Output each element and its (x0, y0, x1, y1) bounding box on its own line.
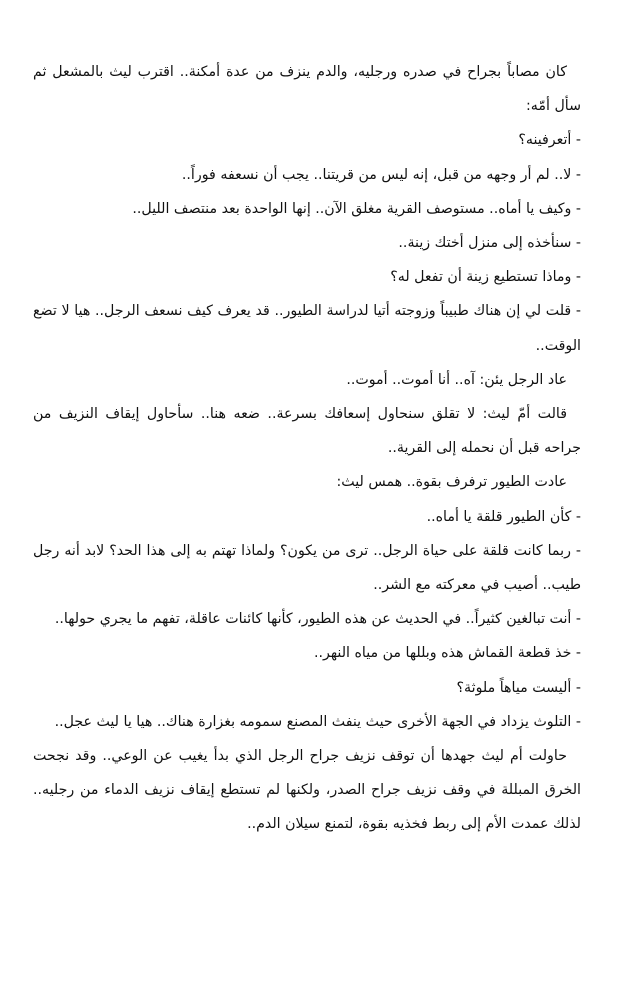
paragraph-narration: حاولت أم ليث جهدها أن توقف نزيف جراح الرجل الذي بدأ يغيب عن الوعي.. وقد نجحت الخرق المبللة في وقف نزيف جراح الصدر، ولكنها لم تستطع إيقاف نزيف الدماء من رجليه.. لذلك عمدت الأم إلى ربط فخذيه بقوة، لتمنع سيلان الدم.. (33, 748, 581, 833)
paragraph-dialog: - لا.. لم أر وجهه من قبل، إنه ليس من قريتنا.. يجب أن نسعفه فوراً.. (181, 166, 581, 183)
paragraph-narration: كان مصاباً بجراح في صدره ورجليه، والدم ينزف من عدة أمكنة.. اقترب ليث بالمشعل ثم سأل أمّه: (33, 64, 581, 115)
paragraph-dialog: - ربما كانت قلقة على حياة الرجل.. ترى من يكون؟ ولماذا تهتم به إلى هذا الحد؟ لابد أنه رجل طيب.. أصيب في معركته مع الشر.. (33, 542, 581, 594)
paragraph-narration: عادت الطيور ترفرف بقوة.. همس ليث: (336, 474, 567, 491)
paragraph-dialog: - سنأخذه إلى منزل أختك زينة.. (398, 235, 581, 252)
story-text (33, 55, 581, 842)
paragraph-dialog: - وماذا تستطيع زينة أن تفعل له؟ (390, 269, 581, 286)
paragraph-dialog: - خذ قطعة القماش هذه وبللها من مياه النهر.. (314, 645, 581, 662)
paragraph-narration: قالت أمّ ليث: لا تقلق سنحاول إسعافك بسرعة.. ضعه هنا.. سأحاول إيقاف النزيف من جراحه قبل أن نحمله إلى القرية.. (33, 406, 581, 457)
paragraph-narration: عاد الرجل يئن: آه.. أنا أموت.. أموت.. (346, 371, 567, 388)
paragraph-dialog: - أليست مياهاً ملوثة؟ (456, 679, 581, 696)
paragraph-dialog: - أنت تبالغين كثيراً.. في الحديث عن هذه الطيور، كأنها كائنات عاقلة، تفهم ما يجري حولها.. (54, 611, 581, 628)
paragraph-dialog: - التلوث يزداد في الجهة الأخرى حيث ينفث المصنع سمومه بغزارة هناك.. هيا يا ليث عجل.. (54, 713, 581, 730)
paragraph-dialog: - وكيف يا أماه.. مستوصف القرية مغلق الآن.. إنها الواحدة بعد منتصف الليل.. (132, 200, 581, 217)
paragraph-dialog: - كأن الطيور قلقة يا أماه.. (426, 508, 581, 525)
paragraph-dialog: - قلت لي إن هناك طبيباً وزوجته أتيا لدراسة الطيور.. قد يعرف كيف نسعف الرجل.. هيا لا تضع الوقت.. (33, 303, 581, 354)
paragraph-dialog: - أتعرفينه؟ (518, 132, 581, 149)
